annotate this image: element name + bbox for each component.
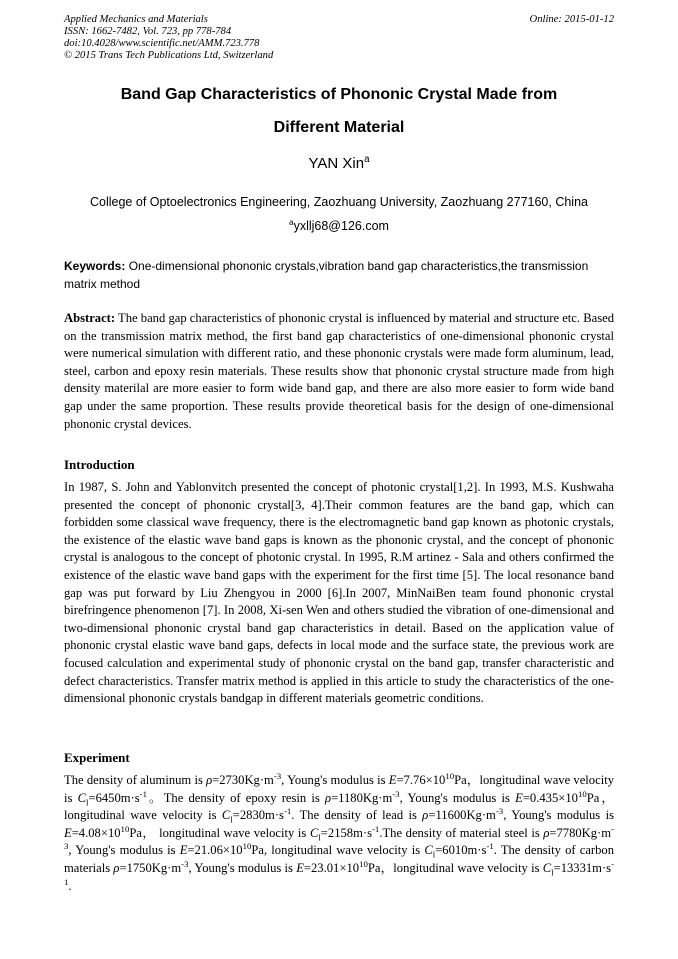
experiment-segment: =2158m·s	[320, 825, 372, 840]
experiment-segment: =21.06×10	[187, 843, 243, 858]
experiment-segment: 10	[359, 858, 368, 869]
experiment-segment: -3	[64, 823, 614, 852]
keywords-label: Keywords:	[64, 259, 126, 273]
experiment-segment: E	[64, 825, 72, 840]
experiment-segment: -3	[181, 858, 189, 869]
experiment-segment: 。The density of epoxy resin is	[147, 790, 326, 805]
experiment-segment: E	[388, 773, 397, 787]
experiment-segment: .	[68, 878, 72, 893]
experiment-segment: E	[515, 790, 523, 805]
copyright-line: © 2015 Trans Tech Publications Ltd, Switzerland	[64, 50, 274, 61]
experiment-segment: =6010m·s	[435, 843, 487, 858]
experiment-segment: =0.435×10	[522, 790, 578, 805]
experiment-segment: =4.08×10	[71, 825, 121, 840]
experiment-segment: . The density of lead is	[291, 808, 423, 823]
journal-name: Applied Mechanics and Materials	[64, 14, 208, 25]
experiment-text	[64, 772, 614, 895]
author-affiliation-mark: a	[364, 154, 370, 165]
experiment-segment: . The density of carbon materials	[64, 843, 615, 875]
experiment-segment: ρ	[113, 860, 120, 875]
issn-line: ISSN: 1662-7482, Vol. 723, pp 778-784	[64, 26, 232, 37]
experiment-segment: Pa， longitudinal wave velocity is	[64, 790, 615, 823]
experiment-segment: C	[77, 790, 87, 805]
email-address: yxllj68@126.com	[293, 219, 389, 233]
experiment-segment: =6450m·s	[88, 790, 140, 805]
journal-header	[64, 14, 614, 62]
experiment-segment: ρ	[206, 773, 213, 787]
experiment-segment: , Young's modulus is	[188, 860, 297, 875]
experiment-segment: Pa，longitudinal wave velocity is	[64, 773, 614, 805]
paper-title-line-1: Band Gap Characteristics of Phononic Crystal Made from	[120, 86, 558, 103]
author	[40, 155, 638, 172]
experiment-segment: C	[221, 808, 231, 823]
experiment-segment: l	[551, 867, 554, 878]
experiment-segment: =2830m·s	[232, 808, 284, 823]
experiment-segment: ρ	[543, 825, 550, 840]
doi-line: doi:10.4028/www.scientific.net/AMM.723.778	[64, 38, 260, 49]
online-date: Online: 2015-01-12	[529, 14, 614, 25]
experiment-segment: -3	[495, 806, 504, 816]
experiment-segment: =1750Kg·m	[119, 860, 182, 875]
experiment-segment: =11600Kg·m	[428, 808, 496, 823]
experiment-segment: =7780Kg·m	[549, 825, 612, 840]
experiment-segment: -3	[273, 770, 282, 781]
experiment-segment: 10	[242, 841, 252, 852]
experiment-segment: -1	[486, 841, 494, 852]
paper-title-line-2: Different Material	[273, 119, 405, 136]
email-line	[40, 219, 638, 233]
experiment-segment: 10	[577, 788, 587, 799]
experiment-segment: =7.76×10	[396, 773, 446, 787]
introduction-text: In 1987, S. John and Yablonvitch presented the concept of photonic crystal[1,2]. In 1993, M.S. Kushwaha presented the concept of phononic crystal[3, 4].Their common features are the band gap, which can forbidden some classical wave frequency, there is the electromagnetic band gap known as photonic crystals, the existence of the elastic wave band gaps is known as the phononic crystal, and the concept of phononic crystal is analogous to the concept of photonic crystal. In 1995, R.M artinez - Sala and others confirmed the existence of the elastic wave band gaps with the experiment for the first time [5]. The local resonance band gap was put forward by Liu Zhengyou in 2000 [6].In 2007, MinNaiBen team found phononic crystal birefringence phenomenon [7]. In 2008, Xi-sen Wen and others studied the vibration of one-dimensional and two-dimensional phononic crystal band gap characteristics in detail. Based on the application value of phononic crystal elastic wave band gaps, defects in local mode and the surface state, the previous work are focused calculation and experimental study of phononic crystal on the band gap, transfer characteristic and defect characteristics. Transfer matrix method is applied in this article to study the characteristics of the one-dimensional phononic crystals bandgap in different materials geometric conditions.	[64, 480, 614, 706]
experiment-heading: Experiment	[64, 750, 130, 765]
experiment-segment: .The density of material steel is	[379, 825, 544, 840]
experiment-segment: l	[86, 797, 89, 808]
email-affiliation-mark: a	[289, 217, 294, 227]
experiment-segment: C	[542, 860, 552, 875]
experiment-segment: l	[318, 832, 321, 843]
author-name: YAN Xin	[308, 155, 365, 172]
affiliation: College of Optoelectronics Engineering, Zaozhuang University, Zaozhuang 277160, China	[90, 195, 588, 209]
experiment-segment: E	[179, 843, 188, 858]
experiment-segment: =23.01×10	[303, 860, 360, 875]
experiment-segment: -1	[64, 858, 615, 887]
experiment-segment: ρ	[325, 790, 332, 805]
experiment-segment: =1180Kg·m	[331, 790, 393, 805]
experiment-segment: l	[230, 814, 233, 825]
keywords	[64, 257, 614, 293]
experiment-segment: E	[296, 860, 304, 875]
experiment-segment: -1	[139, 788, 147, 799]
abstract	[64, 310, 614, 433]
experiment-segment: -1	[283, 806, 292, 816]
keywords-text: One-dimensional phononic crystals,vibration band gap characteristics,the transmission matrix method	[64, 259, 589, 291]
experiment-segment: ρ	[422, 808, 429, 823]
experiment-segment: =2730Kg·m	[212, 773, 274, 787]
experiment-segment: The density of aluminum is	[64, 773, 207, 787]
experiment-segment: l	[432, 849, 436, 860]
experiment-segment: Pa，longitudinal wave velocity is	[367, 860, 543, 875]
introduction-heading: Introduction	[64, 457, 135, 472]
experiment-segment: =13331m·s	[553, 860, 612, 875]
experiment-segment: 10	[445, 770, 455, 781]
experiment-segment: Pa， longitudinal wave velocity is	[129, 825, 310, 840]
experiment-segment: -3	[392, 788, 400, 799]
abstract-label: Abstract:	[64, 311, 116, 325]
experiment-segment: , Young's modulus is	[503, 808, 614, 823]
experiment-segment: C	[309, 825, 319, 840]
experiment-segment: Pa, longitudinal wave velocity is	[251, 843, 425, 858]
abstract-text: The band gap characteristics of phononic crystal is influenced by material and structure etc. Based on the transmission matrix method, the first band gap characteristics of one-dimensional phononic crystal were numerical simulation with different ratio, and these phononic crystals were made form aluminum, lead, steel, carbon and epoxy resin materials. These results show that phononic crystal structure made from high density materilal are more easier to form wide band gap, and there are also more easier to form wide band gap under the same proportion. These results provide theoretical basis for the design of one-dimensional phononic crystal devices.	[64, 311, 614, 431]
experiment-segment: C	[424, 843, 433, 858]
experiment-segment: -1	[371, 823, 380, 834]
experiment-segment: 10	[120, 823, 130, 834]
experiment-segment: , Young's modulus is	[68, 843, 180, 858]
experiment-segment: , Young's modulus is	[281, 773, 389, 787]
experiment-segment: , Young's modulus is	[399, 790, 516, 805]
